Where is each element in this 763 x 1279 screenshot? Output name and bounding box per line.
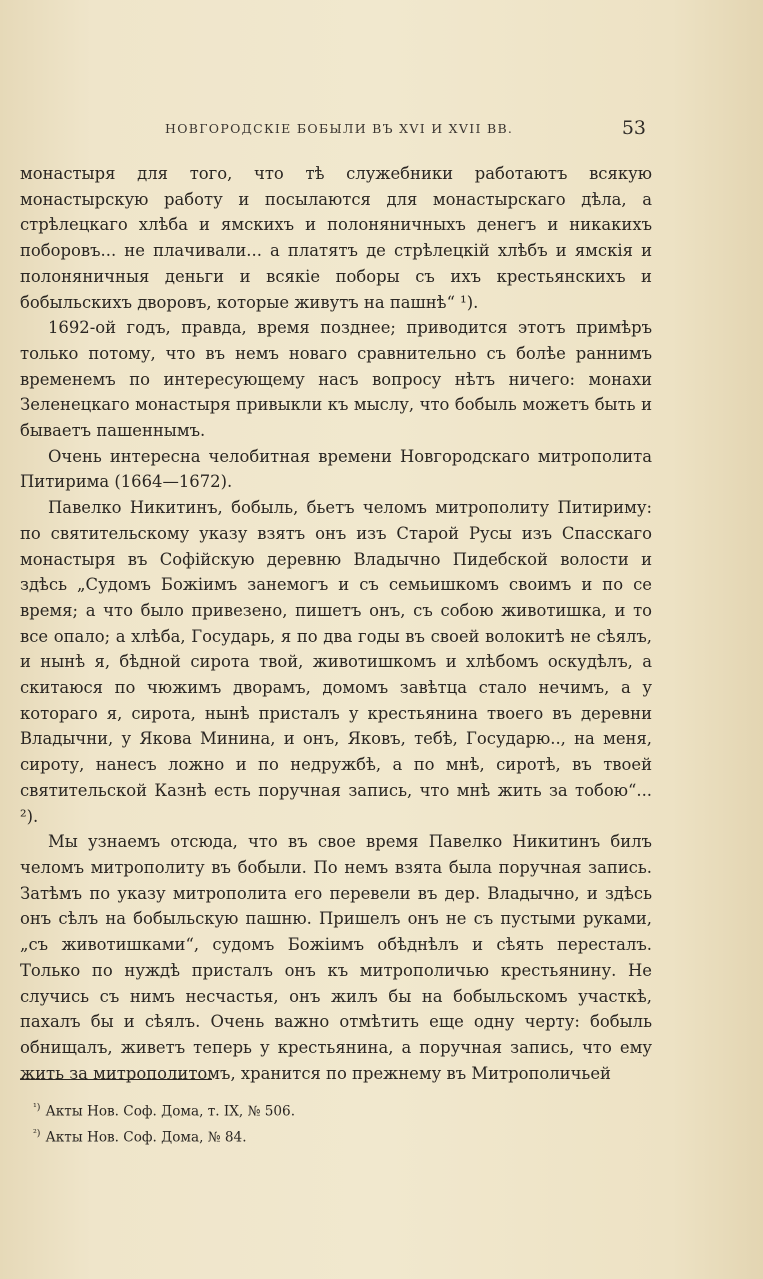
footnote-marker: ¹)	[33, 1102, 41, 1113]
page-number: 53	[621, 117, 646, 139]
paragraph: Павелко Никитинъ, бобыль, бьетъ челомъ митрополиту Питириму: по святительскому указу взятъ онъ изъ Старой Русы изъ Спасскаго монастыря въ Софійскую деревню Владычно Пидебской волости и здѣсь „Судомъ Божіимъ занемогъ и съ семьишкомъ своимъ и по се время; а что было привезено, пишетъ онъ, съ собою животишка, и то все опало; а хлѣба, Государь, я по два годы въ своей волокитѣ не сѣялъ, и нынѣ я, бѣдной сирота твой, животишкомъ и хлѣбомъ оскудѣлъ, а скитаюся по чюжимъ дворамъ, домомъ завѣтца стало нечимъ, а у котораго я, сирота, нынѣ присталъ у крестьянина твоего въ деревни Владычни, у Якова Минина, и онъ, Яковъ, тебѣ, Государю.., на меня, сироту, нанесъ ложно и по недружбѣ, а по мнѣ, сиротѣ, въ твоей святительской Казнѣ есть поручная запись, что мнѣ жить за тобою“... ²).	[20, 498, 652, 826]
paragraph: 1692-ой годъ, правда, время позднее; приводится этотъ примѣръ только потому, что въ немъ новаго сравнительно съ болѣе раннимъ временемъ по интересующему насъ вопросу нѣтъ ничего: монахи Зеленецкаго монастыря привыкли къ мыслу, что бобыль можетъ быть и бываетъ пашеннымъ.	[20, 318, 652, 441]
body-text	[20, 161, 652, 1086]
paragraph: Мы узнаемъ отсюда, что въ свое время Павелко Никитинъ билъ челомъ митрополиту въ бобыли. По немъ взята была поручная запись. Затѣмъ по указу митрополита его перевели въ дер. Владычно, и здѣсь онъ сѣлъ на бобыльскую пашню. Пришелъ онъ не съ пустыми руками, „съ животишками“, судомъ Божіимъ обѣднѣлъ и сѣять пересталъ. Только по нуждѣ присталъ онъ къ митрополичью крестьянину. Не случись съ нимъ несчастья, онъ жилъ бы на бобыльскомъ участкѣ, пахалъ бы и сѣялъ. Очень важно отмѣтить еще одну черту: бобыль обнищалъ, живетъ теперь у крестьянина, а поручная запись, что ему жить за митрополитомъ, хранится по прежнему въ Митрополичьей	[20, 832, 652, 1083]
paragraph: Очень интересна челобитная времени Новгородскаго митрополита Питирима (1664—1672).	[20, 446, 652, 492]
paragraph: монастыря для того, что тѣ служебники работаютъ всякую монастырскую работу и посылаются для монастырскаго дѣла, а стрѣлецкаго хлѣба и ямскихъ и полоняничныхъ денегъ и никакихъ поборовъ... не плачивали... а платятъ де стрѣлецкій хлѣбъ и ямскія и полоняничныя деньги и всякіе поборы съ ихъ крестьянскихъ и бобыльскихъ дворовъ, которые живутъ на пашнѣ“ ¹).	[20, 164, 652, 312]
footnote-text: Акты Нов. Соф. Дома, № 84.	[45, 1129, 247, 1146]
running-title: НОВГОРОДСКІЕ БОБЫЛИ ВЪ XVI И XVII ВВ.	[165, 121, 514, 136]
footnote-text: Акты Нов. Соф. Дома, т. IX, № 506.	[45, 1103, 296, 1120]
running-head	[20, 117, 652, 143]
footnote	[33, 1097, 633, 1123]
footnote-marker: ²)	[33, 1127, 41, 1139]
footnote-divider	[20, 1079, 212, 1080]
footnote	[33, 1123, 633, 1149]
footnotes	[33, 1097, 633, 1148]
